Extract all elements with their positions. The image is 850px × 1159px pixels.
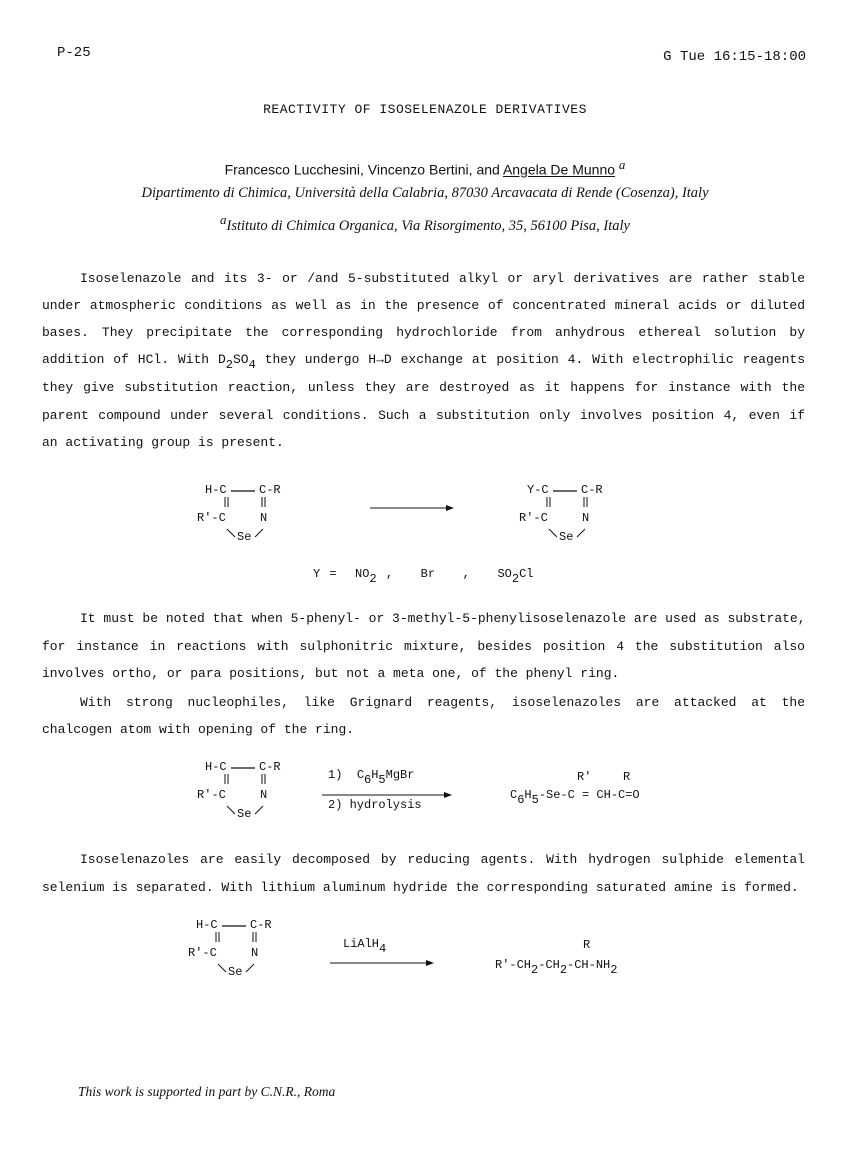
atom-label: Se [237,807,252,821]
text-line: under atmospheric conditions as well as in the presence of concentrated mineral acids or diluted [42,298,805,313]
text-line: It must be noted that when 5-phenyl- or 3-methyl-5-phenylisoselenazole are used as substrate, [80,611,806,626]
reaction-arrow [368,503,458,513]
subscript: 2 [511,572,520,586]
substituent-label: R [623,770,631,784]
atom-label: N [260,511,268,525]
text-seg: addition of HCl. With D [42,352,226,367]
atom-label: H-C [205,760,227,774]
comma: , [462,567,470,581]
formula-seg: MgBr [385,768,415,782]
authors [0,157,850,178]
atom-label: Y-C [527,483,549,497]
comma: , [385,567,394,581]
subscript: 2 [610,963,618,977]
session-time: G Tue 16:15-18:00 [663,49,806,65]
atom-label: C-R [250,918,272,932]
atom-label: C-R [259,760,281,774]
reagent-step-2: 2) hydrolysis [328,798,422,812]
affiliation-2 [0,212,850,235]
subscript: 5 [531,793,539,807]
atom-label: C-R [259,483,281,497]
chlorosulfonyl: SO [497,567,512,581]
affiliation-mark: a [618,157,626,172]
y-equals: Y = [313,567,337,581]
nitro: NO [355,567,370,581]
text-line: selenium is separated. With lithium aluminum hydride the corresponding saturated amine is formed. [42,880,799,895]
atom-label: N [260,788,268,802]
text-line: parent compound under several conditions. Such a substitution only involves position 4, even if [42,408,805,423]
amine-product [495,938,645,978]
subscript: 2 [559,963,568,977]
isoselenazole-structure [197,760,305,830]
text-line: they give substitution reaction, unless they are destroyed as it happens for instance with the [42,380,805,395]
isoselenazole-structure [197,483,305,553]
formula-seg: R'-CH [495,958,532,972]
atom-label: H-C [196,918,218,932]
abstract-code: P-25 [57,45,91,61]
substituted-isoselenazole-structure [519,483,627,553]
reaction-arrow [328,958,438,968]
affiliation-text: Istituto di Chimica Organica, Via Risorgimento, 35, 56100 Pisa, Italy [226,217,630,234]
atom-label: Se [559,530,574,544]
formula-seg: -CH [538,958,560,972]
atom-label: N [582,511,590,525]
atom-label: C-R [581,483,603,497]
atom-label: N [251,946,259,960]
substituent-label: R [583,938,591,952]
substituent-list [313,567,534,586]
formula-seg: H [524,788,532,802]
formula-seg: -Se-C = CH-C=O [538,788,640,802]
text-line: Isoselenazole and its 3- or /and 5-substituted alkyl or aryl derivatives are rather stable [80,271,805,286]
atom-label: R'-C [197,788,226,802]
author-names: Francesco Lucchesini, Vincenzo Bertini, and [224,161,503,178]
text-line: With strong nucleophiles, like Grignard reagents, isoselenazoles are attacked at the [80,695,805,710]
presenting-author: Angela De Munno [502,161,616,178]
text-seg: they undergo H→D exchange at position 4. With electrophilic reagents [255,352,805,367]
subscript: 4 [379,942,387,956]
subscript: 2 [531,963,539,977]
text-line: chalcogen atom with opening of the ring. [42,722,355,737]
text-line: for instance in reactions with sulphonitric mixture, besides position 4 the substitution also [42,639,805,654]
grignard-product [510,768,670,808]
subscript: 2 [369,572,377,586]
text-line: involves ortho, or para positions, but not a meta one, of the phenyl ring. [42,666,620,681]
formula-seg: H [371,768,379,782]
subscript: 4 [248,358,256,372]
acknowledgement: This work is supported in part by C.N.R., Roma [78,1084,336,1099]
atom-label: H-C [205,483,227,497]
atom-label: R'-C [188,946,217,960]
atom-label: Se [228,965,243,979]
text-line: bases. They precipitate the corresponding hydrochloride from anhydrous ethereal solution by [42,325,805,340]
atom-label: R'-C [197,511,226,525]
text-line: Isoselenazoles are easily decomposed by reducing agents. With hydrogen sulphide elemental [80,852,805,867]
reagent-step-1 [328,768,415,787]
text-line: an activating group is present. [42,435,284,450]
formula-seg: LiAlH [343,937,380,951]
subscript: 2 [225,358,233,372]
substituent-label: R' [577,770,592,784]
text-seg: SO [233,352,249,367]
subscript: 6 [364,773,372,787]
text-line [42,352,805,372]
formula-seg: C [356,768,365,782]
atom-label: Se [237,530,252,544]
formula-seg: C [510,788,518,802]
reducing-reagent [343,937,387,956]
step-number: 1) [328,768,343,782]
isoselenazole-structure [188,918,296,988]
subscript: 6 [517,793,525,807]
formula-seg: -CH-NH [567,958,611,972]
bromo: Br [420,567,436,581]
affiliation-1: Dipartimento di Chimica, Università della Calabria, 87030 Arcavacata di Rende (Cosenza), Italy [141,185,709,201]
atom-label: R'-C [519,511,548,525]
page-title: REACTIVITY OF ISOSELENAZOLE DERIVATIVES [263,102,587,117]
subscript: 5 [378,773,386,787]
affiliation-mark: a [220,212,227,227]
chloro: Cl [519,567,534,581]
